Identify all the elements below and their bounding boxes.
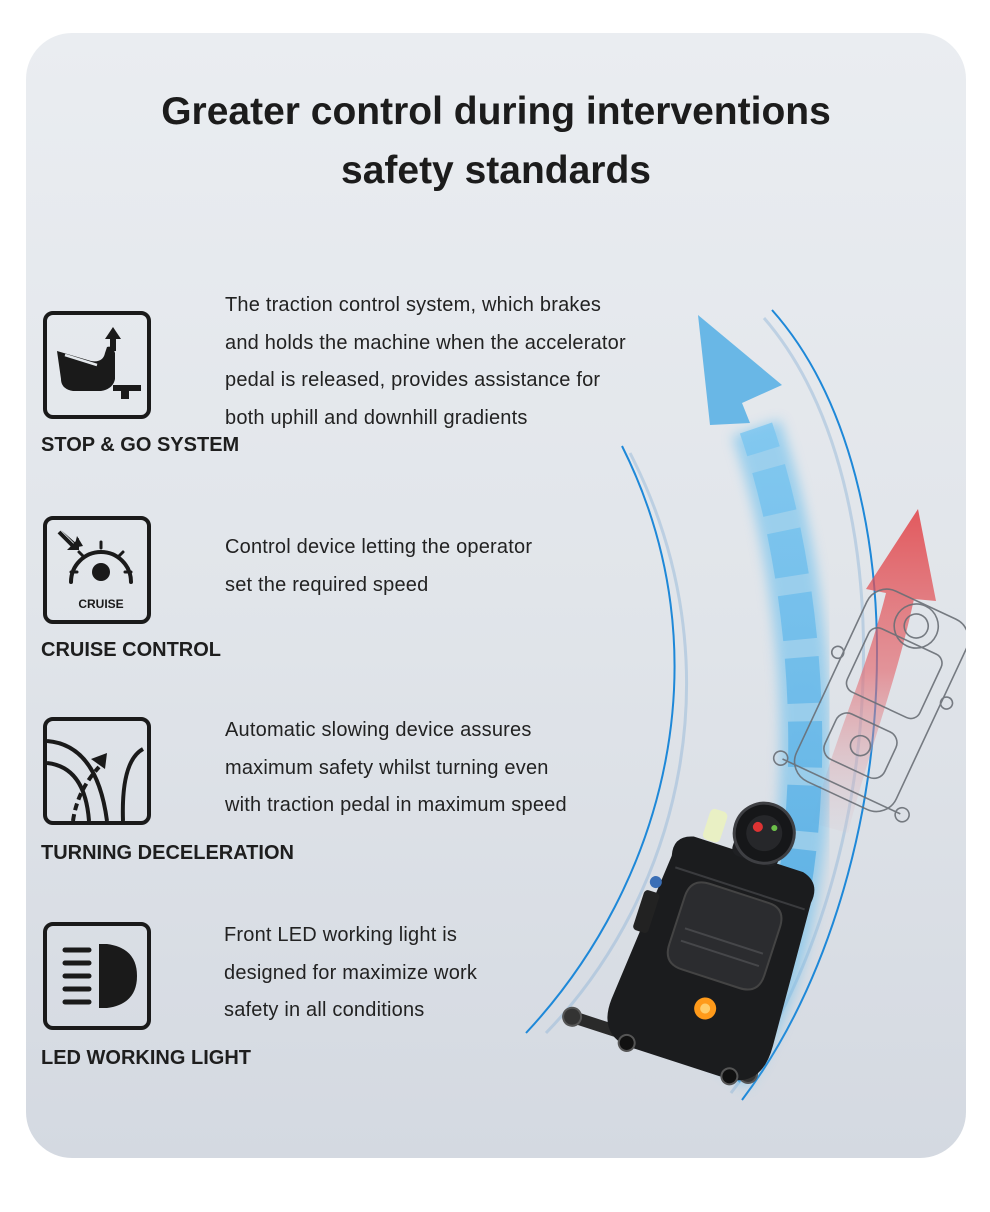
page-title-line2: safety standards [341,149,651,192]
description-line: safety in all conditions [224,999,425,1021]
turning-deceleration-icon-box [43,717,151,825]
feature-description-led-working-light [224,917,694,1030]
feature-name-led-working-light: LED WORKING LIGHT [41,1047,251,1069]
feature-description-turning-deceleration [225,712,695,825]
feature-name-turning-deceleration: TURNING DECELERATION [41,842,294,864]
feature-name-cruise-control: CRUISE CONTROL [41,639,221,661]
description-line: with traction pedal in maximum speed [225,794,567,816]
headlight-icon [47,926,147,1026]
description-line: maximum safety whilst turning even [225,756,549,779]
feature-name-stop-go: STOP & GO SYSTEM [41,434,240,456]
led-working-light-icon-box [43,922,151,1030]
feature-description-stop-go [225,287,695,437]
cruise-control-icon-box [43,516,151,624]
feature-card [26,33,966,1158]
feature-description-cruise-control [225,529,695,604]
curve-line-right [731,310,877,1100]
description-line: Automatic slowing device assures [225,719,532,741]
page-title-line1: Greater control during interventions [161,90,831,133]
stop-and-go-icon-box [43,311,151,419]
description-line: and holds the machine when the accelerator [225,331,626,354]
machine-outline-wireframe [770,574,966,827]
red-direction-arrow [812,509,936,833]
description-line: both uphill and downhill gradients [225,406,528,429]
description-line: pedal is released, provides assistance for [225,369,601,391]
description-line: The traction control system, which brakes [225,294,602,316]
curved-road-icon [47,721,147,821]
blue-direction-arrow [698,315,805,1073]
description-line: set the required speed [225,573,429,596]
speedometer-icon [47,520,147,620]
description-line: designed for maximize work [224,961,478,984]
cruise-icon-label: CRUISE [78,597,124,611]
pedal-icon [47,315,147,415]
description-line: Control device letting the operator [225,536,533,558]
description-line: Front LED working light is [224,924,458,946]
